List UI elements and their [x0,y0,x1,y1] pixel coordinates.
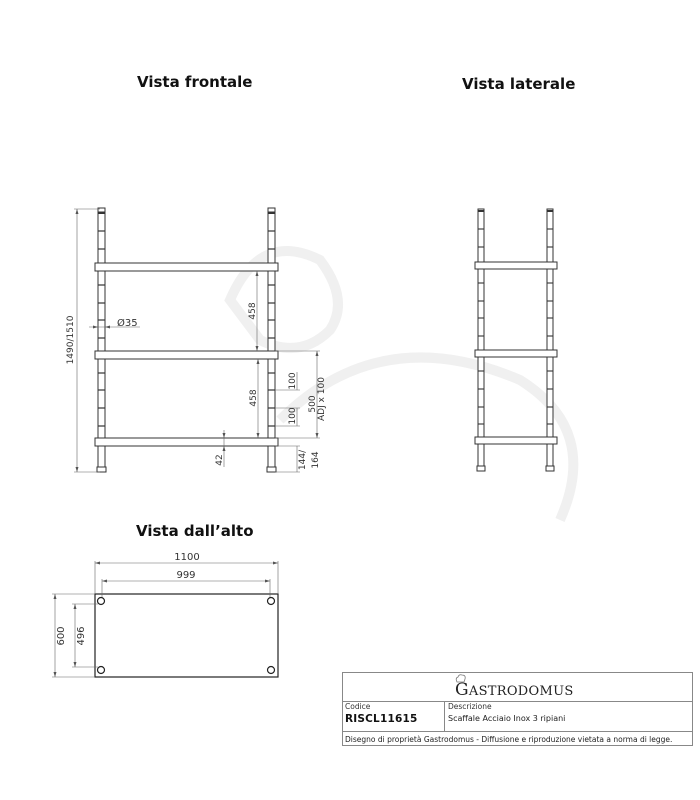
top-shelf-outline [95,594,278,677]
top-view [95,594,278,677]
watermark-logo [230,251,573,520]
foot-height-b-label: 164 [311,451,321,469]
front-view [95,208,278,472]
description-label: Descrizione [448,702,492,711]
top-view-title: Vista dall’alto [136,522,254,540]
code-cell [343,702,445,731]
front-view-title: Vista frontale [137,73,253,91]
overall-depth-label: 600 [56,626,67,646]
lower-shelf-gap-label: 458 [249,389,259,407]
side-view [475,209,557,471]
code-label: Codice [345,702,371,711]
top-post-marker [98,598,105,605]
side-shelf-middle [475,350,557,357]
code-value: RISCL11615 [345,713,418,725]
title-block-info-row [343,702,692,732]
front-shelf-bottom [95,438,278,446]
overall-height-label: 1490/1510 [66,315,76,365]
step-a-label: 100 [288,372,298,390]
upper-shelf-gap-label: 458 [248,302,258,320]
top-post-marker [268,667,275,674]
post-spacing-depth-label: 496 [76,626,87,646]
top-post-marker [268,598,275,605]
brand-logo-initial: G [455,680,469,700]
post-diameter-label: Ø35 [117,318,138,329]
adjust-step-label: ADJ x 100 [317,377,327,421]
top-post-marker [98,667,105,674]
front-shelf-middle [95,351,278,359]
foot-height-a-label: 144/ [298,449,308,471]
side-view-title: Vista laterale [462,75,576,93]
front-shelf-top [95,263,278,271]
description-value: Scaffale Acciaio Inox 3 ripiani [448,714,566,723]
brand-logo [455,680,574,700]
title-block [342,672,693,746]
side-left-post [478,209,484,467]
title-block-logo-row [343,673,692,702]
side-right-post [547,209,553,467]
overall-width-label: 1100 [174,552,200,563]
side-shelf-top [475,262,557,269]
copyright-notice: Disegno di proprietà Gastrodomus - Diffusione e riproduzione vietata a norma di legge. [345,735,673,744]
brand-logo-rest: ASTRODOMUS [468,684,574,699]
post-spacing-width-label: 999 [176,570,196,581]
step-b-label: 100 [288,407,298,425]
side-shelf-bottom [475,437,557,444]
shelf-thickness-label: 42 [215,454,225,466]
description-cell [445,702,692,731]
adjust-range-label: 500 [308,395,318,413]
